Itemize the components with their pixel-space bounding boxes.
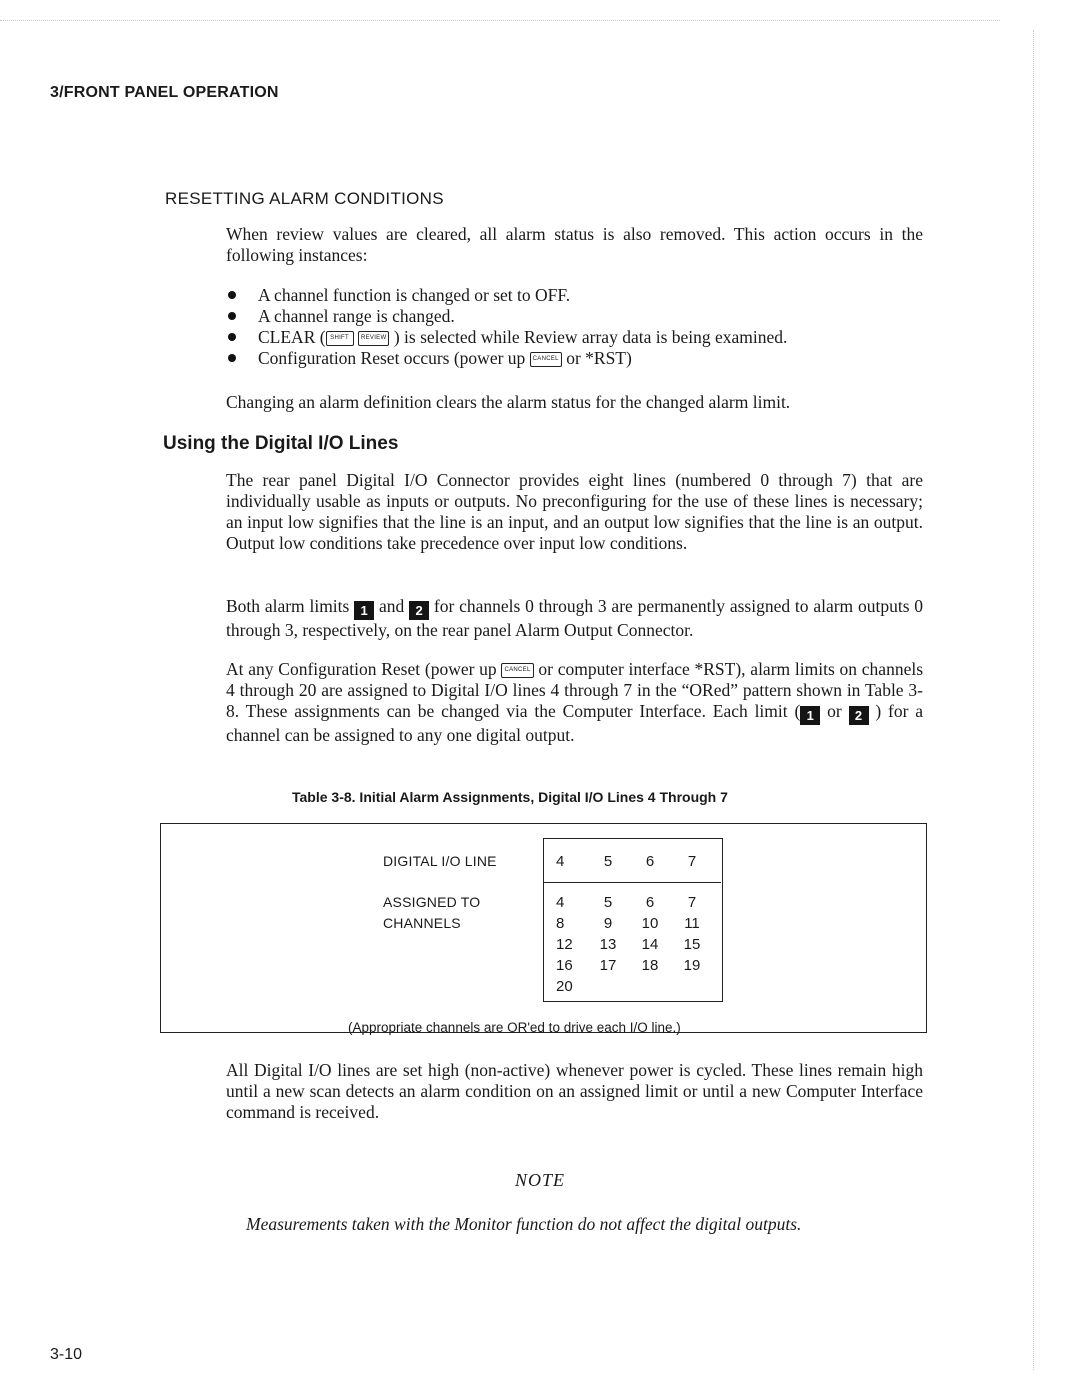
- review-key-icon: REVIEW: [358, 331, 389, 346]
- resetting-bullet-list: [226, 285, 787, 369]
- limit-1-icon: 1: [354, 601, 374, 620]
- shift-key-icon: SHIFT: [326, 331, 354, 346]
- digital-io-paragraph-3: At any Configuration Reset (power up CANCEL or computer interface *RST), alarm limits on channels 4 through 20 are assigned to Digital I/O lines 4 through 7 in the “ORed” pattern shown in Table 3-8. These assignments can be changed via the Computer Interface. Each limit ( 1 or 2 ) for a channel can be assigned to any one digital output.: [226, 659, 924, 745]
- table-footnote: (Appropriate channels are OR'ed to drive each I/O line.): [348, 1020, 681, 1035]
- section-title-digital-io: Using the Digital I/O Lines: [163, 433, 399, 454]
- grid-header-row: [545, 851, 713, 872]
- page-header: 3/FRONT PANEL OPERATION: [50, 84, 279, 101]
- table-row: 20: [556, 978, 573, 995]
- grid-header-cell: 6: [645, 853, 655, 870]
- table-row: 8 9 10 11: [556, 915, 700, 932]
- table-row: 16 17 18 19: [556, 957, 701, 974]
- grid-body: [545, 892, 713, 997]
- limit-1-icon: 1: [800, 706, 820, 725]
- grid-header-cell: 7: [687, 853, 697, 870]
- label-digital-io-line: DIGITAL I/O LINE: [383, 853, 497, 869]
- resetting-closing: Changing an alarm definition clears the alarm status for the changed alarm limit.: [226, 392, 791, 412]
- label-assigned-to: ASSIGNED TO: [383, 894, 481, 910]
- top-border: [0, 20, 1000, 21]
- right-border: [1033, 30, 1034, 1370]
- list-item: A channel range is changed.: [226, 306, 787, 327]
- cancel-key-icon: CANCEL: [501, 663, 533, 678]
- digital-io-paragraph-1: The rear panel Digital I/O Connector provides eight lines (numbered 0 through 7) that are individually usable as inputs or outputs. No preconfiguring for the use of these lines is necessary; an input low signifies that the line is an input, and an output low signifies that the line is an output. Output low conditions take precedence over input low conditions.: [226, 470, 923, 553]
- table-caption: Table 3-8. Initial Alarm Assignments, Digital I/O Lines 4 Through 7: [292, 789, 728, 805]
- grid-header-cell: 4: [556, 853, 565, 870]
- label-channels: CHANNELS: [383, 915, 461, 931]
- list-item: A channel function is changed or set to OFF.: [226, 285, 787, 306]
- limit-2-icon: 2: [409, 601, 429, 620]
- grid-header-cell: 5: [603, 853, 613, 870]
- digital-io-paragraph-2: Both alarm limits 1 and 2 for channels 0 through 3 are permanently assigned to alarm outputs 0 through 3, respectively, on the rear panel Alarm Output Connector.: [226, 596, 924, 640]
- cancel-key-icon: CANCEL: [530, 352, 562, 367]
- resetting-intro: When review values are cleared, all alarm status is also removed. This action occurs in the following instances:: [226, 224, 923, 265]
- note-body: Measurements taken with the Monitor function do not affect the digital outputs.: [246, 1214, 802, 1234]
- list-item: CLEAR ( SHIFT REVIEW ) is selected while Review array data is being examined.: [226, 327, 787, 348]
- page-number: 3-10: [50, 1346, 83, 1363]
- limit-2-icon: 2: [849, 706, 869, 725]
- list-item: Configuration Reset occurs (power up CANCEL or *RST): [226, 348, 787, 369]
- table-row: 12 13 14 15: [556, 936, 701, 953]
- note-title: NOTE: [514, 1170, 565, 1190]
- section-title-resetting: RESETTING ALARM CONDITIONS: [165, 189, 444, 208]
- digital-io-paragraph-4: All Digital I/O lines are set high (non-active) whenever power is cycled. These lines remain high until a new scan detects an alarm condition on an assigned limit or until a new Computer Interface command is received.: [226, 1060, 923, 1122]
- table-row: 4 5 6 7: [556, 894, 697, 911]
